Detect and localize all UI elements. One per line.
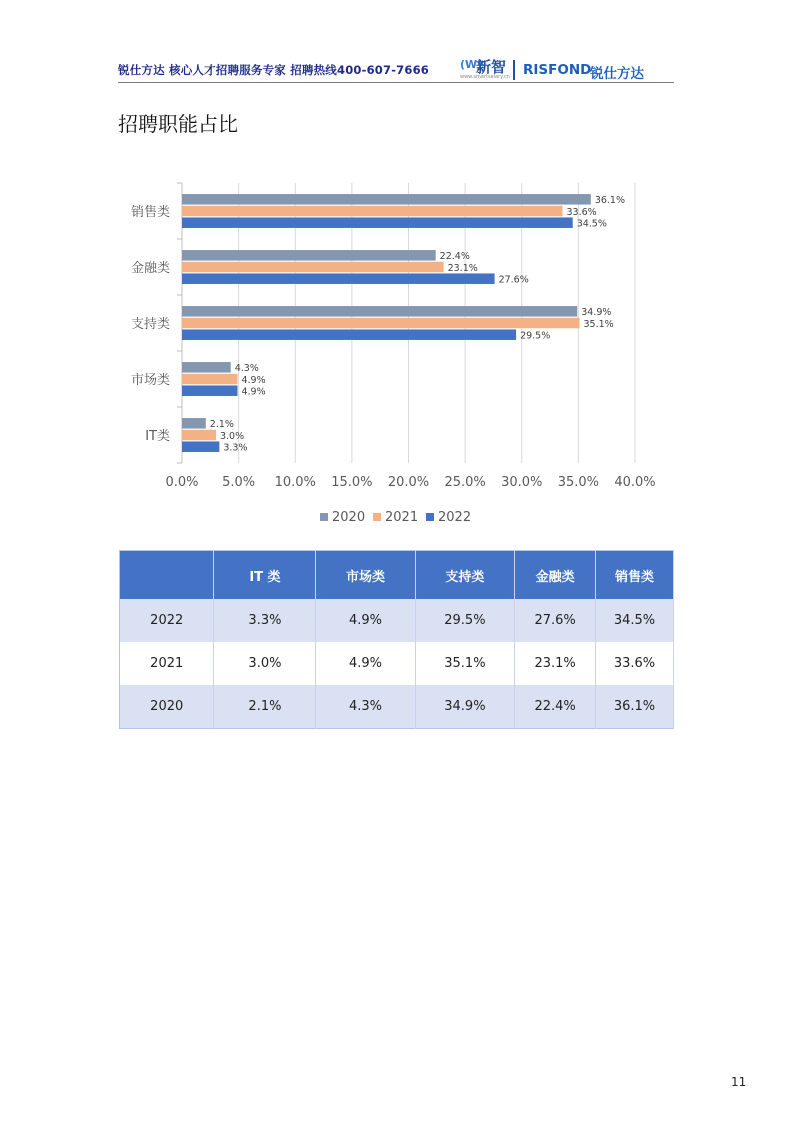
table-cell: 23.1% — [515, 642, 596, 685]
table-header-row — [120, 551, 674, 600]
bar-2022 — [182, 217, 573, 228]
header-divider — [118, 82, 674, 83]
data-label: 34.9% — [581, 307, 612, 319]
y-category-label: 销售类 — [130, 205, 170, 220]
table-row — [120, 599, 674, 642]
bar-2022 — [182, 273, 495, 284]
x-tick-label: 5.0% — [222, 475, 256, 490]
x-tick-label: 30.0% — [501, 475, 543, 490]
bar-2022 — [182, 441, 219, 452]
data-label: 33.6% — [566, 206, 597, 218]
table-row — [120, 642, 674, 685]
table-cell: 36.1% — [596, 685, 674, 729]
bar-2021 — [182, 374, 237, 385]
y-category-label: 市场类 — [130, 373, 170, 388]
xinzhi-logo — [460, 56, 510, 82]
data-label: 34.5% — [576, 218, 607, 230]
bar-2021 — [182, 206, 563, 217]
x-tick-label: 35.0% — [557, 475, 600, 490]
bar-2020 — [182, 194, 591, 205]
data-label: 3.3% — [223, 442, 248, 454]
y-category-label: 金融类 — [130, 261, 170, 276]
bar-2021 — [182, 318, 580, 329]
data-label: 2.1% — [209, 419, 234, 431]
bar-2021 — [182, 262, 444, 273]
table-cell: 3.3% — [214, 599, 316, 642]
data-label: 36.1% — [594, 195, 626, 207]
table-cell: 4.9% — [316, 599, 415, 642]
legend-swatch-2022 — [426, 513, 434, 521]
risfond-logo-en: RISFOND — [523, 62, 592, 78]
table-cell: 3.0% — [214, 642, 316, 685]
x-tick-label: 25.0% — [444, 475, 486, 490]
table-header-cell: 支持类 — [415, 551, 515, 600]
table-cell: 34.5% — [596, 599, 674, 642]
x-tick-label: 20.0% — [387, 475, 430, 490]
legend-label: 2020 — [332, 510, 366, 525]
data-label: 22.4% — [439, 251, 470, 263]
bar-2020 — [182, 306, 577, 317]
bar-2021 — [182, 430, 216, 441]
xinzhi-logo-icon: (W) — [460, 58, 483, 71]
legend-swatch-2020 — [320, 513, 328, 521]
section-title: 招聘职能占比 — [118, 112, 238, 136]
table-header-cell: 销售类 — [596, 551, 674, 600]
table-header-cell — [120, 551, 214, 600]
data-table — [119, 550, 674, 729]
table-header-cell: IT 类 — [214, 551, 316, 600]
logo-divider — [513, 60, 515, 80]
legend-swatch-2021 — [373, 513, 381, 521]
data-label: 23.1% — [447, 262, 478, 274]
table-cell: 29.5% — [415, 599, 515, 642]
table-cell: 27.6% — [515, 599, 596, 642]
table-cell: 2022 — [120, 599, 214, 642]
x-tick-label: 40.0% — [614, 475, 656, 490]
table-row — [120, 685, 674, 729]
bar-2022 — [182, 385, 237, 396]
xinzhi-logo-name: 新智 — [476, 58, 507, 76]
x-tick-label: 15.0% — [331, 475, 373, 490]
page-number: 11 — [731, 1075, 747, 1089]
legend-label: 2021 — [385, 510, 419, 525]
table-header-cell: 金融类 — [515, 551, 596, 600]
table-cell: 34.9% — [415, 685, 515, 729]
legend-label: 2022 — [438, 510, 472, 525]
x-tick-label: 10.0% — [274, 475, 316, 490]
data-label: 29.5% — [520, 330, 551, 342]
data-label: 27.6% — [498, 274, 529, 286]
recruitment-function-chart — [110, 175, 680, 540]
table-cell: 22.4% — [515, 685, 596, 729]
table-cell: 4.9% — [316, 642, 415, 685]
data-label: 4.9% — [241, 374, 266, 386]
data-label: 4.3% — [234, 363, 259, 375]
table-cell: 35.1% — [415, 642, 515, 685]
table-cell: 2021 — [120, 642, 214, 685]
y-category-label: 支持类 — [130, 317, 170, 332]
x-tick-label: 0.0% — [165, 475, 199, 490]
table-cell: 2020 — [120, 685, 214, 729]
header-slogan: 锐仕方达 核心人才招聘服务专家 招聘热线400-607-7666 — [118, 63, 429, 77]
xinzhi-logo-url: www.smartsalary.cn — [460, 74, 510, 80]
data-label: 4.9% — [241, 386, 266, 398]
data-label: 35.1% — [583, 318, 614, 330]
bar-2020 — [182, 418, 206, 429]
risfond-logo-cn: 锐仕方达 — [590, 66, 644, 82]
table-cell: 4.3% — [316, 685, 415, 729]
data-label: 3.0% — [219, 430, 245, 442]
bar-2020 — [182, 250, 436, 260]
table-cell: 2.1% — [214, 685, 316, 729]
table-header-cell: 市场类 — [316, 551, 415, 600]
y-category-label: IT类 — [145, 429, 170, 444]
bar-2020 — [182, 362, 231, 373]
bar-2022 — [182, 329, 516, 340]
table-cell: 33.6% — [596, 642, 674, 685]
